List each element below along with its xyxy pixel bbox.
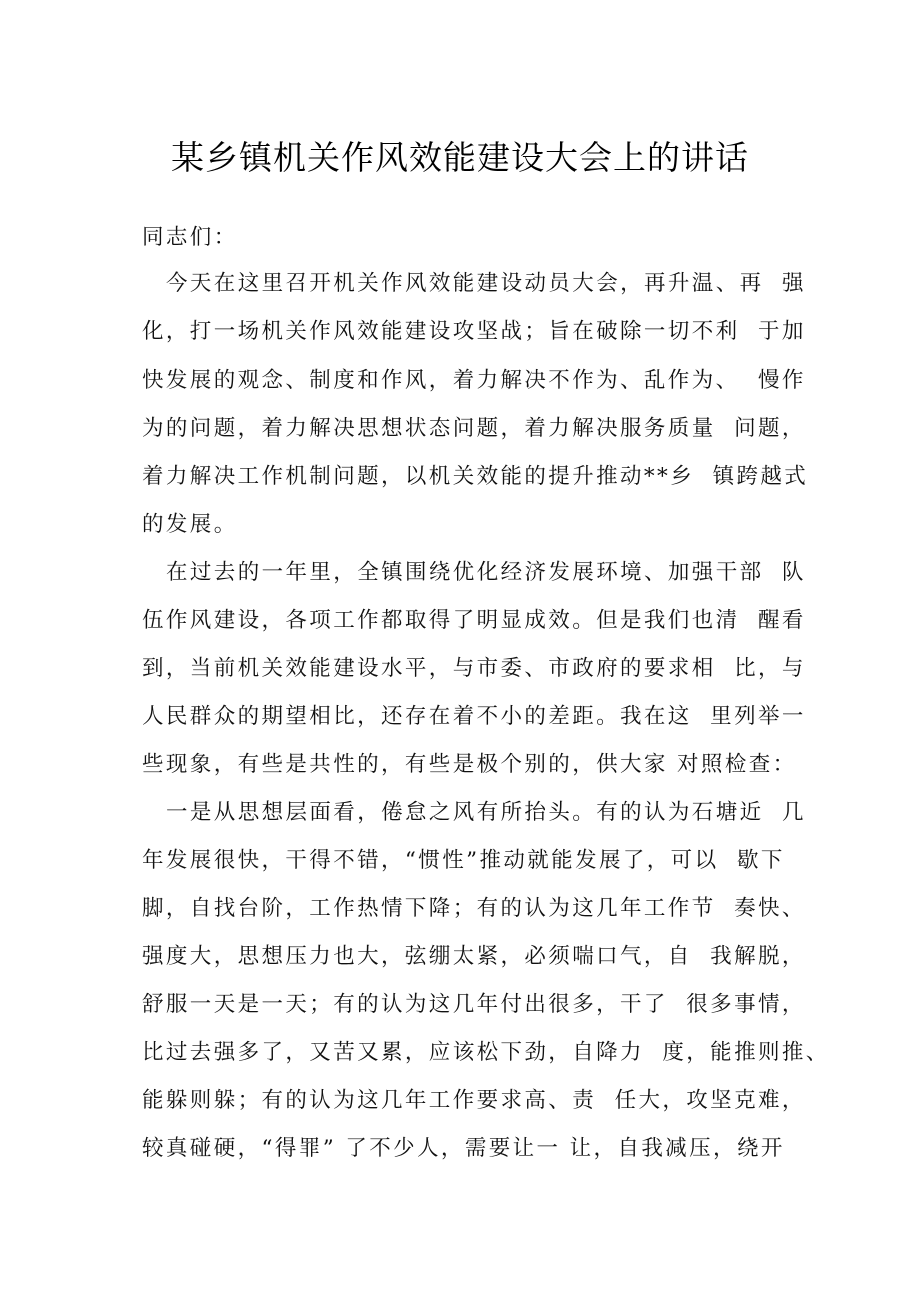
paragraph-line: 舒服一天是一天；有的认为这几年付出很多，干了 很多事情， bbox=[142, 992, 806, 1017]
paragraph-line: 在过去的一年里，全镇围绕优化经济发展环境、加强干部 队 bbox=[166, 560, 806, 585]
paragraph-line: 为的问题，着力解决思想状态问题，着力解决服务质量 问题， bbox=[142, 416, 806, 441]
paragraph-line: 的发展。 bbox=[142, 512, 238, 537]
document-title: 某乡镇机关作风效能建设大会上的讲话 bbox=[171, 138, 749, 177]
paragraph-line: 伍作风建设，各项工作都取得了明显成效。但是我们也清 醒看 bbox=[142, 608, 806, 633]
paragraph-line: 一是从思想层面看，倦怠之风有所抬头。有的认为石塘近 几 bbox=[166, 800, 806, 825]
paragraph-line: 今天在这里召开机关作风效能建设动员大会，再升温、再 强 bbox=[166, 271, 806, 296]
paragraph-line: 比过去强多了，又苦又累，应该松下劲，自降力 度，能推则推、 bbox=[142, 1040, 830, 1065]
paragraph-line: 化，打一场机关作风效能建设攻坚战；旨在破除一切不利 于加 bbox=[142, 319, 806, 344]
paragraph-line: 到，当前机关效能建设水平，与市委、市政府的要求相 比，与 bbox=[142, 656, 806, 681]
paragraph-line: 着力解决工作机制问题，以机关效能的提升推动**乡 镇跨越式 bbox=[142, 464, 809, 489]
paragraph-line: 能躲则躲；有的认为这几年工作要求高、责 任大，攻坚克难， bbox=[142, 1088, 806, 1113]
paragraph-line: 年发展很快，干得不错，“惯性”推动就能发展了，可以 歇下 bbox=[142, 848, 785, 873]
paragraph-line: 强度大，思想压力也大，弦绷太紧，必须喘口气，自 我解脱， bbox=[142, 944, 806, 969]
paragraph-line: 脚，自找台阶，工作热情下降；有的认为这几年工作节 奏快、 bbox=[142, 896, 806, 921]
paragraph-line: 些现象，有些是共性的，有些是极个别的，供大家 对照检查： bbox=[142, 752, 797, 777]
paragraph-line: 快发展的观念、制度和作风，着力解决不作为、乱作为、 慢作 bbox=[142, 368, 806, 393]
paragraph-line: 人民群众的期望相比，还存在着不小的差距。我在这 里列举一 bbox=[142, 704, 806, 729]
paragraph-line: 较真碰硬，“得罪” 了不少人，需要让一 让，自我减压，绕开 bbox=[142, 1136, 785, 1161]
salutation: 同志们： bbox=[142, 225, 238, 250]
